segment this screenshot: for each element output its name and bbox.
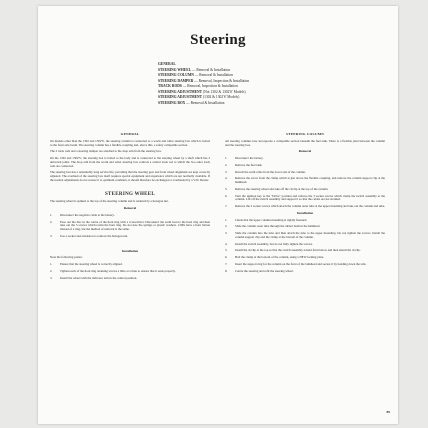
step-number: 7. xyxy=(225,261,228,266)
step-number: 7. xyxy=(225,204,228,208)
toc-entry-subtitle: — Removal & Installation xyxy=(185,100,225,105)
step-number: 3. xyxy=(50,275,53,280)
procedure-step xyxy=(225,177,385,185)
page-title: Steering xyxy=(190,32,246,48)
procedure-step xyxy=(50,263,210,267)
wheel-installation-intro: Note the following points: xyxy=(50,255,83,260)
step-text: Detach the earth cable from the lower end of the column. xyxy=(235,169,306,174)
wheel-installation-heading: Installation xyxy=(121,248,139,253)
step-text: Install the switch assembly, but do not fully tighten the screws. xyxy=(235,241,313,246)
step-number: 4. xyxy=(225,176,228,181)
step-text: Install the wheel with the indicator arm in the central position. xyxy=(60,275,138,280)
procedure-step xyxy=(225,249,385,253)
step-text: Turn the ignition key to the "Drive" position and remove the 3 socket screws which clamp the switch assembly to the column. Lift off the switch assembly and support it so that the cables are not strained. xyxy=(235,193,385,202)
steering-wheel-heading: STEERING WHEEL xyxy=(104,191,156,197)
toc-entry-title: STEERING ADJUSTMENT xyxy=(158,95,203,100)
step-number: 5. xyxy=(225,186,228,191)
toc-entry-title: STEERING DAMPER xyxy=(158,78,194,83)
step-number: 1. xyxy=(50,262,53,266)
step-text: Ease out the disc in the centre of the horn ring with a screwdriver. Disconnect the earth lead to the horn ring and then take out the 3 screws which retain the horn ring. Do not lose the springs or plastic washers. 1300s have a horn button instead of a ring, but the method of removal is the same. xyxy=(60,219,210,231)
toc-entry-title: STEERING ADJUSTMENT xyxy=(158,89,203,94)
step-number: 1. xyxy=(225,217,228,222)
procedure-step xyxy=(225,232,385,240)
procedure-step xyxy=(225,243,385,247)
general-paragraph: The steering box has a remarkably long service life, providing that the steering gear and front wheel alignment are kept correctly adjusted. The overhaul of the steering box itself requires special equipment and experience which are not normally available. If the normal adjustments do not restore it to optimum condition, it should therefore be exchanged or overhauled by a V.W. Dealer. xyxy=(50,170,210,182)
step-number: 6. xyxy=(225,193,228,198)
procedure-step xyxy=(225,171,385,175)
step-number: 1. xyxy=(225,156,228,160)
column-removal-heading: Removal xyxy=(298,149,312,154)
toc-entry-subtitle: (1302 & 1302'S' Models) xyxy=(202,95,240,100)
step-text: Remove the screw from the clamp which is just above the flexible coupling, and remove the column support clip at the bulkhead. xyxy=(235,176,385,184)
toc-entry-title: STEERING COLUMN xyxy=(158,73,194,78)
step-text: Ensure that the steering wheel is correctly aligned. xyxy=(60,262,123,266)
step-text: Tighten each of the horn ring retaining screws a little at a time to ensure that it seats properly. xyxy=(60,268,176,273)
procedure-step xyxy=(50,277,210,281)
step-number: 4. xyxy=(225,241,228,246)
step-text: Use a socket and extension to remove the hexagon nut. xyxy=(60,233,129,238)
step-number: 3. xyxy=(225,231,228,235)
left-column xyxy=(50,132,210,283)
column-installation-heading: Installation xyxy=(296,210,314,215)
procedure-step xyxy=(225,164,385,168)
step-number: 8. xyxy=(225,268,228,273)
general-paragraph: On the 1302 and 1302'S', the steering box is bolted to the body and is connected to the steering wheel by a shaft which has 2 universal joints. The drop arm from the worm and roller steering box controls a central track rod to which the two outer track rods are connected. xyxy=(50,156,210,168)
toc-entry xyxy=(158,101,358,107)
toc-entry-title: GENERAL xyxy=(158,62,176,66)
step-text: Disconnect the battery. xyxy=(235,156,264,160)
procedure-step xyxy=(225,225,385,229)
step-number: 2. xyxy=(225,224,228,229)
toc-entry-title: TRACK RODS xyxy=(158,84,182,89)
table-of-contents xyxy=(158,62,358,106)
step-text: Bolt the clamp at the bottom of the column, using a NEW locking plate. xyxy=(235,255,325,259)
procedure-step xyxy=(225,188,385,192)
wheel-removal-heading: Removal xyxy=(123,206,137,210)
general-paragraph: On models other than the 1302 and 1302'S', the steering column is connected to a worm and roller steering box which is bolted to the front axle beam. The steering column has a flexible coupling and, above this, a safety collapsible section. xyxy=(50,138,210,147)
step-text: Check that the upper column mounting is rigidly fastened. xyxy=(235,217,308,222)
general-heading: GENERAL xyxy=(120,132,140,136)
manual-page xyxy=(38,6,398,424)
wheel-removal-steps xyxy=(50,214,210,239)
procedure-step xyxy=(50,235,210,239)
step-text: Insert the support ring for the column on the front of the bulkhead and secure it by bending down the tabs. xyxy=(235,261,367,266)
procedure-step xyxy=(50,221,210,232)
procedure-step xyxy=(50,214,210,218)
step-text: Install the circlip at the top so that the switch assembly is held from below and then install the circlip. xyxy=(235,248,361,253)
step-number: 2. xyxy=(50,268,53,273)
step-text: Remove the steering wheel and take off the circlip at the top of the column. xyxy=(235,186,329,191)
general-paragraph: The 2 track rods and a steering damper are attached to the drop arm from the steering box. xyxy=(50,149,162,154)
toc-entry-title: STEERING BOX xyxy=(158,100,186,105)
general-section xyxy=(50,140,210,183)
page-number: 89 xyxy=(386,410,390,414)
wheel-installation-steps xyxy=(50,263,210,280)
step-number: 2. xyxy=(225,162,228,167)
toc-entry-subtitle: — Removal, Inspection & Installation xyxy=(181,84,238,89)
procedure-step xyxy=(50,270,210,274)
step-text: Remove the fuel tank. xyxy=(235,162,263,167)
steering-wheel-intro: The steering wheel is splined to the top of the steering column and is retained by a hexagon nut. xyxy=(50,199,169,204)
procedure-step xyxy=(225,205,385,209)
toc-entry-title: STEERING WHEEL xyxy=(158,67,191,72)
step-number: 2. xyxy=(50,219,53,224)
toc-entry-subtitle: — Removal & Installation xyxy=(191,67,231,72)
procedure-step xyxy=(225,195,385,203)
procedure-step xyxy=(225,219,385,223)
step-text: Slide the column outer tube through the rubber bush in the bulkhead. xyxy=(235,224,321,229)
right-column xyxy=(225,132,385,276)
step-number: 1. xyxy=(50,212,53,217)
steering-column-intro: All steering columns now incorporate a collapsible section beneath the fuel tank. There is a flexible joint between the column and the steering box. xyxy=(225,138,385,147)
step-number: 3. xyxy=(50,233,53,238)
steering-column-heading: STEERING COLUMN xyxy=(286,132,324,136)
step-text: Remove the 2 socket screws which attach the column outer tube at the upper mounting and take out the column and tube. xyxy=(235,204,386,208)
column-removal-steps xyxy=(225,157,385,209)
toc-entry-subtitle: — Removal & Installation xyxy=(193,73,233,78)
column-installation-steps xyxy=(225,219,385,274)
procedure-step xyxy=(225,256,385,260)
procedure-step xyxy=(225,270,385,274)
procedure-step xyxy=(225,263,385,267)
step-text: Slide the column into the tube and then attach the tube to the upper mounting. Do not tighten the screws. Install the column support clip and the clamp at the bottom of the column. xyxy=(235,231,385,239)
toc-entry-subtitle: — Removal, Inspection & Installation xyxy=(193,78,250,83)
step-text: Disconnect the negative cable at the battery. xyxy=(60,212,115,217)
procedure-step xyxy=(225,157,385,161)
step-number: 3. xyxy=(225,169,228,174)
step-number: 6. xyxy=(225,255,228,259)
step-text: Centre the steering and refit the steering wheel. xyxy=(235,268,294,273)
toc-entry-subtitle: (Not 1302 & 1302'S' Models) xyxy=(202,89,246,94)
step-number: 5. xyxy=(225,248,228,253)
